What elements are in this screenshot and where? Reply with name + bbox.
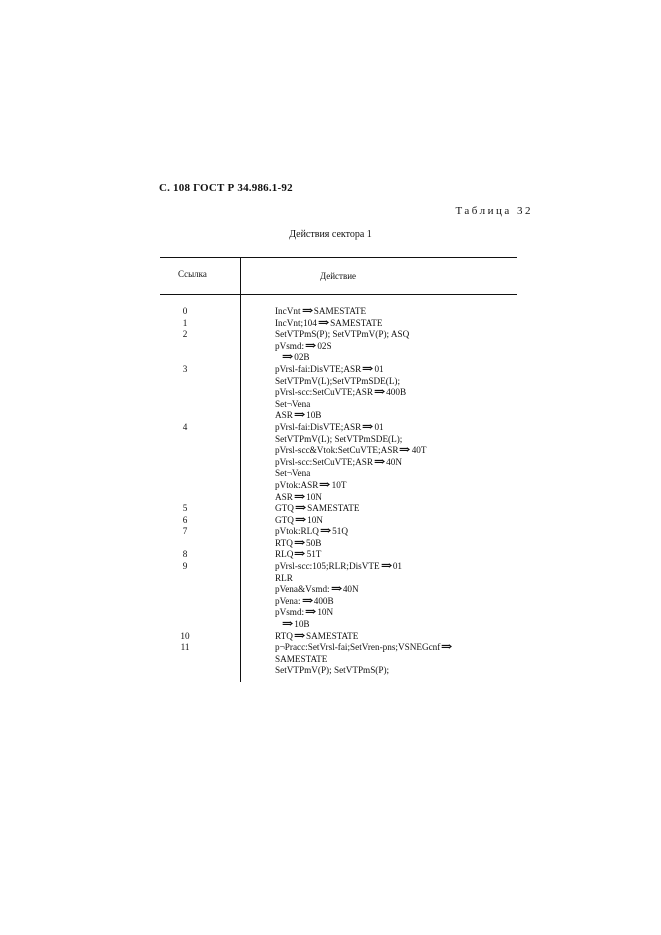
row-action — [275, 364, 384, 376]
table-title: Действия сектора 1 — [289, 229, 372, 240]
action-text: pVrsl-scc:SetCuVTE;ASR — [275, 387, 373, 398]
column-header-action: Действие — [320, 271, 357, 281]
transition-arrow-icon: ⇒ — [373, 455, 386, 468]
table-row — [0, 631, 661, 643]
table-row — [0, 549, 661, 561]
row-ref: 2 — [182, 329, 188, 340]
table-row — [0, 410, 661, 422]
next-state: 10N — [306, 491, 322, 502]
row-action — [275, 515, 323, 527]
table-row — [0, 329, 661, 341]
table-row — [0, 445, 661, 457]
table-row — [0, 341, 661, 353]
row-ref: 4 — [182, 421, 188, 432]
table-row — [0, 364, 661, 376]
next-state: 51Q — [332, 526, 348, 537]
table-row — [0, 422, 661, 434]
next-state: 10N — [307, 514, 323, 525]
table-top-rule — [160, 257, 517, 258]
table-row — [0, 607, 661, 619]
transition-arrow-icon: ⇒ — [330, 583, 342, 596]
row-action — [275, 584, 359, 596]
row-action — [275, 665, 389, 677]
transition-arrow-icon: ⇒ — [301, 594, 313, 607]
next-state: 02B — [294, 352, 310, 363]
table-row — [0, 584, 661, 596]
table-row — [0, 538, 661, 550]
action-text: ASR — [275, 491, 293, 502]
action-text: pVena&Vsmd: — [275, 584, 330, 595]
transition-arrow-icon: ⇒ — [293, 536, 306, 549]
table-row — [0, 306, 661, 318]
table-row — [0, 434, 661, 446]
transition-arrow-icon: ⇒ — [293, 409, 306, 422]
table-row — [0, 492, 661, 504]
action-text: RLQ — [275, 549, 294, 560]
transition-arrow-icon: ⇒ — [399, 444, 411, 457]
transition-arrow-icon: ⇒ — [281, 351, 294, 364]
action-text: Set¬Vena — [275, 398, 311, 409]
table-row — [0, 376, 661, 388]
transition-arrow-icon: ⇒ — [281, 618, 294, 631]
table-row — [0, 665, 661, 677]
row-action — [275, 561, 402, 573]
page-header: С. 108 ГОСТ Р 34.986.1-92 — [159, 182, 293, 194]
transition-arrow-icon: ⇒ — [373, 386, 386, 399]
next-state: 400B — [313, 595, 334, 606]
action-text: SetVTPmS(P); SetVTPmV(P); ASQ — [275, 329, 410, 340]
row-action — [275, 526, 348, 538]
action-text: SetVTPmV(P); SetVTPmS(P); — [275, 665, 390, 676]
next-state: 10B — [294, 619, 310, 630]
row-action — [275, 387, 406, 399]
table-row — [0, 619, 661, 631]
action-text: SetVTPmV(L);SetVTPmSDE(L); — [275, 375, 401, 386]
transition-arrow-icon: ⇒ — [304, 606, 317, 619]
row-action — [275, 434, 402, 446]
table-row — [0, 503, 661, 515]
next-state: SAMESTATE — [307, 503, 360, 514]
row-action — [275, 445, 427, 457]
table-body — [0, 306, 661, 677]
action-text: IncVnt — [275, 306, 301, 316]
row-action — [275, 329, 409, 341]
row-ref: 8 — [182, 549, 188, 560]
action-text: pVtok:RLQ — [275, 526, 319, 537]
row-ref: 7 — [182, 526, 188, 537]
action-text: GTQ — [275, 514, 294, 525]
action-text: pVrsl-scc&Vtok:SetCuVTE;ASR — [275, 445, 399, 456]
column-header-ref: Ссылка — [178, 269, 207, 279]
next-state: 40N — [342, 584, 359, 595]
next-state: 10B — [306, 410, 322, 421]
row-action — [275, 457, 402, 469]
transition-arrow-icon: ⇒ — [441, 641, 453, 654]
next-state: 40T — [411, 445, 427, 456]
next-state: 10N — [317, 607, 334, 618]
next-state: 51T — [306, 549, 322, 560]
row-ref: 0 — [182, 306, 188, 316]
transition-arrow-icon: ⇒ — [362, 362, 374, 375]
row-action — [275, 503, 359, 515]
row-ref: 6 — [182, 514, 188, 525]
row-action — [281, 352, 310, 364]
next-state: 01 — [392, 561, 402, 572]
table-row — [0, 561, 661, 573]
row-ref: 11 — [180, 642, 190, 653]
row-action — [275, 549, 321, 561]
row-ref: 5 — [182, 503, 188, 514]
row-ref: 10 — [180, 630, 190, 641]
row-action — [275, 631, 358, 643]
action-text: pVrsl-scc:SetCuVTE;ASR — [275, 456, 373, 467]
transition-arrow-icon: ⇒ — [319, 525, 332, 538]
next-state: 40N — [386, 456, 402, 467]
transition-arrow-icon: ⇒ — [362, 420, 374, 433]
action-text: pVsmd: — [275, 340, 305, 351]
next-state: 400B — [386, 387, 407, 398]
next-state: SAMESTATE — [306, 630, 359, 641]
table-row — [0, 596, 661, 608]
next-state: 01 — [374, 421, 384, 432]
action-text: pVena: — [275, 595, 301, 606]
row-action — [275, 422, 384, 434]
next-state: SAMESTATE — [313, 306, 367, 316]
action-text: SAMESTATE — [275, 653, 328, 664]
table-row — [0, 387, 661, 399]
row-action — [275, 480, 346, 492]
action-text: ASR — [275, 410, 293, 421]
next-state: 10T — [331, 479, 347, 490]
row-ref: 9 — [182, 561, 188, 572]
action-text: RTQ — [275, 630, 293, 641]
table-row — [0, 526, 661, 538]
action-text: pVrsl-fai:DisVTE;ASR — [275, 421, 362, 432]
table-row — [0, 352, 661, 364]
action-text: pVrsl-scc:105;RLR;DisVTE — [275, 561, 380, 572]
next-state: 50B — [306, 537, 322, 548]
transition-arrow-icon: ⇒ — [293, 490, 306, 503]
action-text: IncVnt;104 — [275, 317, 317, 328]
table-number: Таблица 32 — [455, 205, 533, 217]
row-action — [275, 318, 382, 330]
transition-arrow-icon: ⇒ — [304, 339, 317, 352]
table-row — [0, 399, 661, 411]
table-row — [0, 468, 661, 480]
transition-arrow-icon: ⇒ — [380, 560, 392, 573]
action-text: SetVTPmV(L); SetVTPmSDE(L); — [275, 433, 403, 444]
table-row — [0, 480, 661, 492]
row-action — [275, 573, 293, 585]
next-state: 02S — [317, 340, 332, 351]
transition-arrow-icon: ⇒ — [294, 513, 307, 526]
table-row — [0, 642, 661, 654]
next-state: SAMESTATE — [330, 317, 383, 328]
transition-arrow-icon: ⇒ — [294, 502, 307, 515]
action-text: p¬Pracc:SetVrsl-fai;SetVren-pns;VSNEGcnf — [275, 642, 441, 653]
row-action — [275, 642, 454, 654]
action-text: pVrsl-fai:DisVTE;ASR — [275, 363, 362, 374]
transition-arrow-icon: ⇒ — [317, 316, 330, 329]
row-ref: 1 — [182, 317, 188, 328]
transition-arrow-icon: ⇒ — [294, 548, 306, 561]
action-text: pVtok:ASR — [275, 479, 319, 490]
action-text: Set¬Vena — [275, 468, 311, 479]
action-text: RLR — [275, 572, 293, 583]
row-action — [275, 468, 310, 480]
row-action — [275, 654, 327, 666]
row-action — [275, 410, 321, 422]
next-state: 01 — [374, 363, 384, 374]
action-text: RTQ — [275, 537, 293, 548]
table-header-rule — [160, 294, 517, 295]
transition-arrow-icon: ⇒ — [293, 629, 306, 642]
action-text: pVsmd: — [275, 607, 305, 618]
table-row — [0, 654, 661, 666]
transition-arrow-icon: ⇒ — [301, 305, 313, 317]
table-row — [0, 318, 661, 330]
row-ref: 3 — [182, 363, 188, 374]
action-text: GTQ — [275, 503, 294, 514]
transition-arrow-icon: ⇒ — [319, 478, 331, 491]
table-row — [0, 457, 661, 469]
